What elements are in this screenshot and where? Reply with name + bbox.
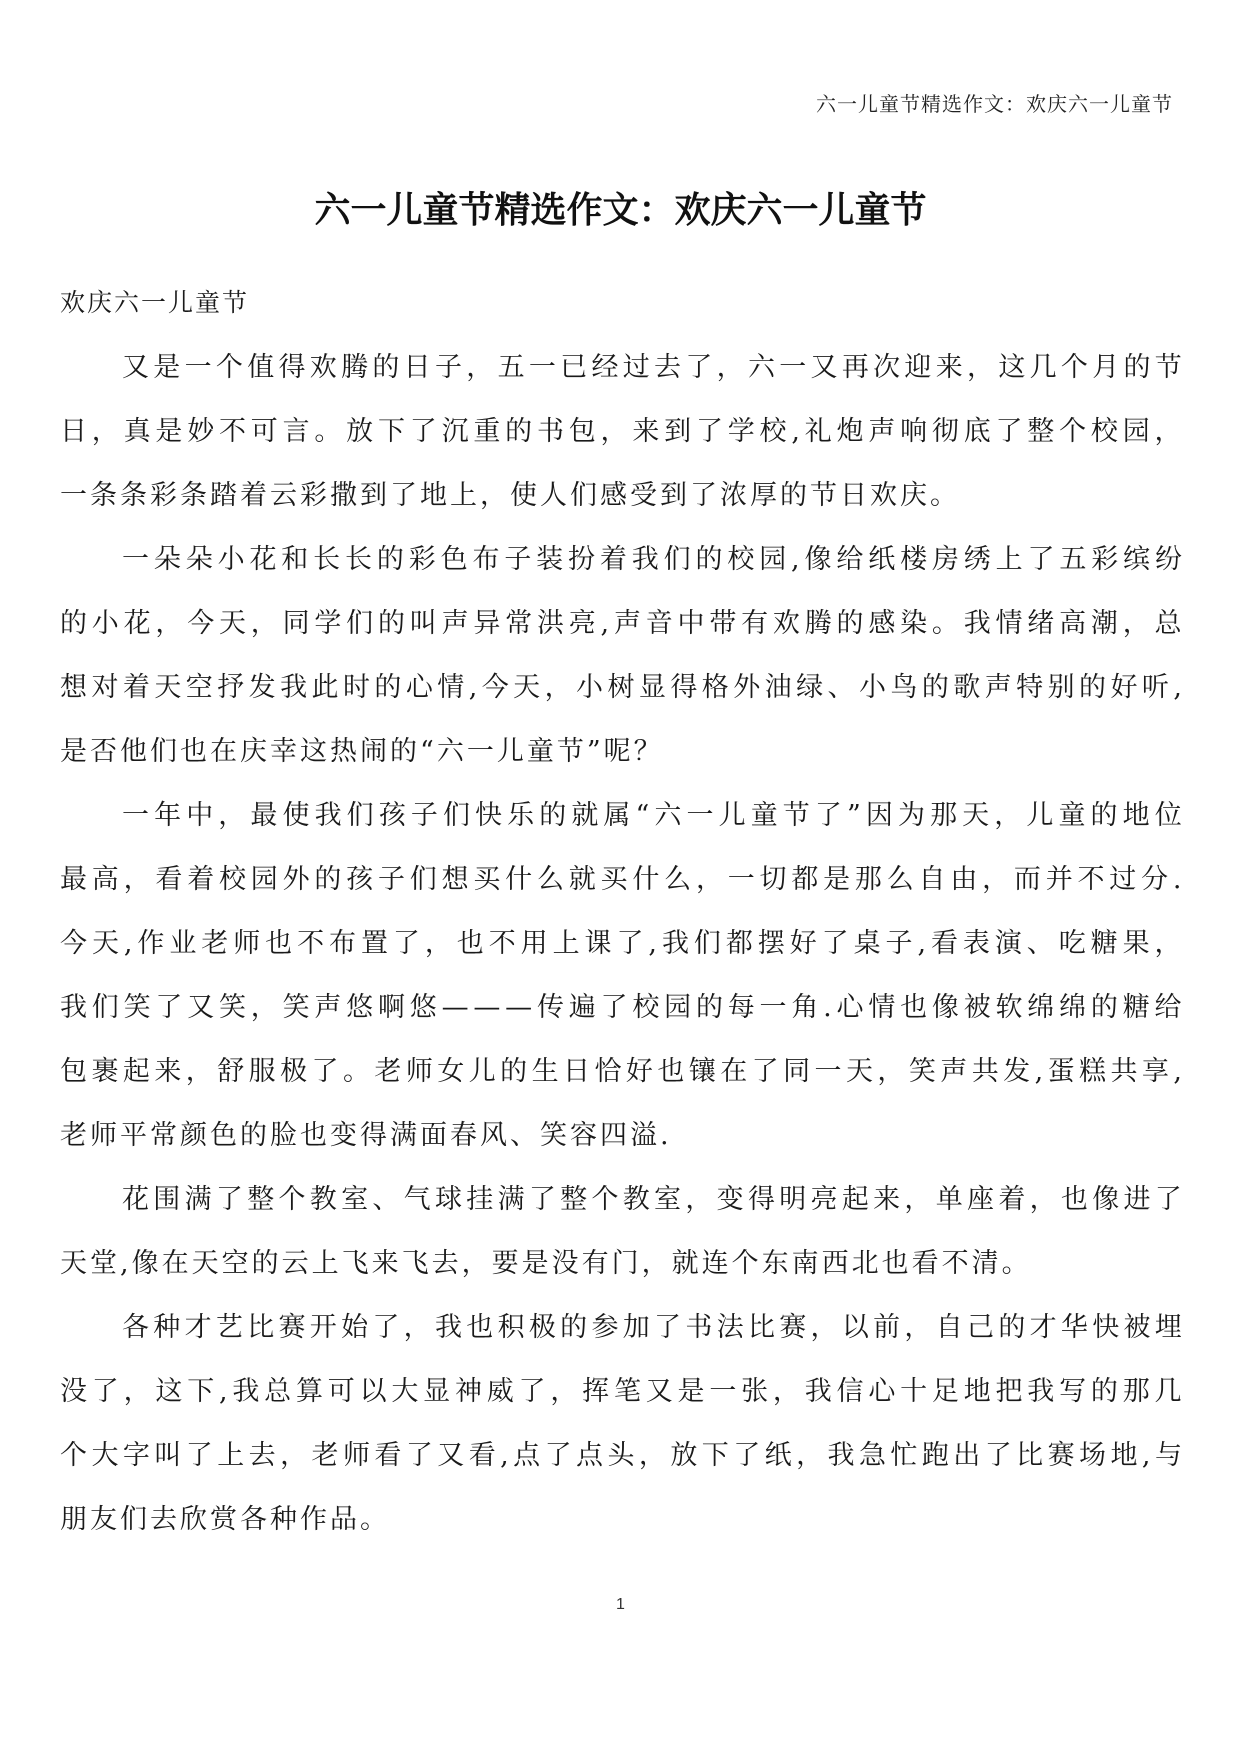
text-line: 今 天 , 作 业 老 师 也 不 布 置 了 ， 也 不 用 上 课 了 , 我 们 都 摆 好 了 桌 子 , 看 表 演 、 吃 糖 果 ， — [60, 928, 1182, 959]
running-header: 六一儿童节精选作文：欢庆六一儿童节 — [816, 92, 1173, 116]
essay-body — [60, 336, 1182, 1552]
text-line: 朋 友 们 去 欣 赏 各 种 作 品 。 — [60, 1504, 390, 1535]
text-line: 个 大 字 叫 了 上 去 ， 老 师 看 了 又 看 , 点 了 点 头 ， 放 下 了 纸 ， 我 急 忙 跑 出 了 比 赛 场 地 , 与 — [60, 1440, 1182, 1471]
essay-subtitle: 欢庆六一儿童节 — [60, 288, 250, 317]
text-line: 最 高 ， 看 着 校 园 外 的 孩 子 们 想 买 什 么 就 买 什 么 ， 一 切 都 是 那 么 自 由 ， 而 并 不 过 分 . — [60, 864, 1182, 895]
text-line: 没 了 ， 这 下 , 我 总 算 可 以 大 显 神 威 了 ， 挥 笔 又 是 一 张 ， 我 信 心 十 足 地 把 我 写 的 那 几 — [60, 1376, 1182, 1407]
text-line: 花 围 满 了 整 个 教 室 、 气 球 挂 满 了 整 个 教 室 ， 变 得 明 亮 起 来 ， 单 座 着 ， 也 像 进 了 — [122, 1184, 1182, 1215]
text-line: 各 种 才 艺 比 赛 开 始 了 ， 我 也 积 极 的 参 加 了 书 法 比 赛 ， 以 前 ， 自 己 的 才 华 快 被 埋 — [122, 1312, 1182, 1343]
text-line: 一 朵 朵 小 花 和 长 长 的 彩 色 布 子 装 扮 着 我 们 的 校 园 , 像 给 纸 楼 房 绣 上 了 五 彩 缤 纷 — [122, 544, 1182, 575]
text-line: 日 ， 真 是 妙 不 可 言 。 放 下 了 沉 重 的 书 包 ， 来 到 了 学 校 , 礼 炮 声 响 彻 底 了 整 个 校 园 ， — [60, 416, 1182, 447]
text-line: 一 条 条 彩 条 踏 着 云 彩 撒 到 了 地 上 ， 使 人 们 感 受 到 了 浓 厚 的 节 日 欢 庆 。 — [60, 480, 960, 511]
text-line: 是 否 他 们 也 在 庆 幸 这 热 闹 的 “ 六 一 儿 童 节 ” 呢 ？ — [60, 736, 664, 767]
page-number: 1 — [616, 1596, 625, 1613]
text-line: 一 年 中 ， 最 使 我 们 孩 子 们 快 乐 的 就 属 “ 六 一 儿 童 节 了 ” 因 为 那 天 ， 儿 童 的 地 位 — [122, 800, 1182, 831]
text-line: 老 师 平 常 颜 色 的 脸 也 变 得 满 面 春 风 、 笑 容 四 溢 . — [60, 1120, 672, 1151]
text-line: 的 小 花 ， 今 天 ， 同 学 们 的 叫 声 异 常 洪 亮 , 声 音 中 带 有 欢 腾 的 感 染 。 我 情 绪 高 潮 ， 总 — [60, 608, 1182, 639]
text-line: 又 是 一 个 值 得 欢 腾 的 日 子 ， 五 一 已 经 过 去 了 ， 六 一 又 再 次 迎 来 ， 这 几 个 月 的 节 — [122, 352, 1182, 383]
page-title: 六一儿童节精选作文：欢庆六一儿童节 — [314, 190, 927, 231]
text-line: 想 对 着 天 空 抒 发 我 此 时 的 心 情 , 今 天 ， 小 树 显 得 格 外 油 绿 、 小 鸟 的 歌 声 特 别 的 好 听 , — [60, 672, 1182, 703]
text-line: 天 堂 , 像 在 天 空 的 云 上 飞 来 飞 去 ， 要 是 没 有 门 ， 就 连 个 东 南 西 北 也 看 不 清 。 — [60, 1248, 1032, 1279]
text-line: 我 们 笑 了 又 笑 ， 笑 声 悠 啊 悠 — — — 传 遍 了 校 园 的 每 一 角 . 心 情 也 像 被 软 绵 绵 的 糖 给 — [60, 992, 1182, 1023]
text-line: 包 裹 起 来 ， 舒 服 极 了 。 老 师 女 儿 的 生 日 恰 好 也 镶 在 了 同 一 天 ， 笑 声 共 发 , 蛋 糕 共 享 , — [60, 1056, 1182, 1087]
